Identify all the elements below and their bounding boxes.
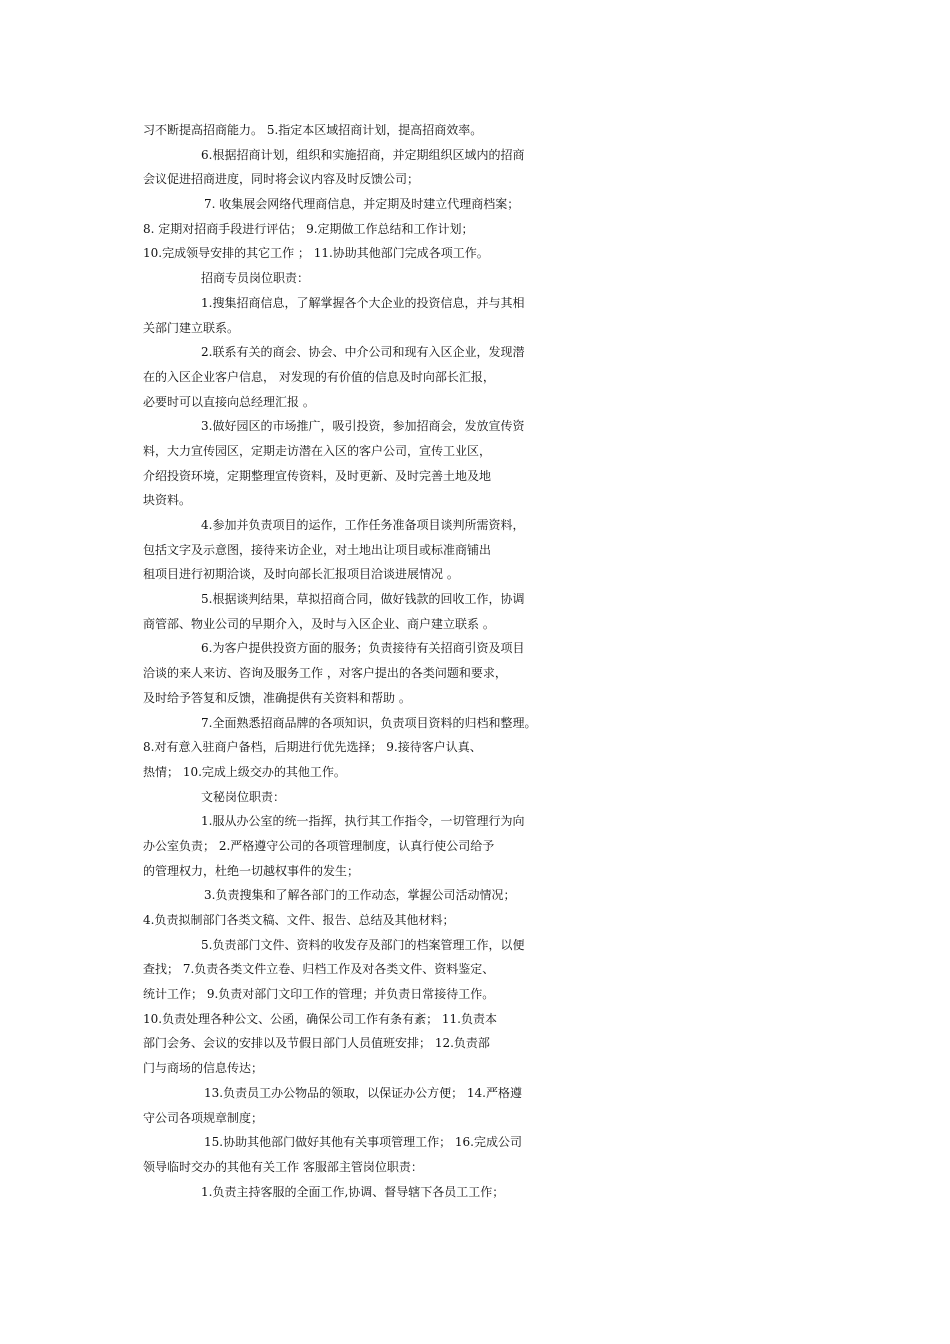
text-line: 8.对有意入驻商户备档，后期进行优先选择； 9.接待客户认真、 bbox=[143, 740, 482, 755]
text-line: 3.做好园区的市场推广，吸引投资，参加招商会，发放宣传资 bbox=[201, 419, 525, 434]
text-line: 守公司各项规章制度； bbox=[143, 1110, 264, 1125]
text-line: 会议促进招商进度，同时将会议内容及时反馈公司； bbox=[143, 172, 420, 187]
section-heading: 文秘岗位职责： bbox=[201, 789, 286, 804]
section-heading: 招商专员岗位职责： bbox=[201, 271, 310, 286]
text-line: 10.完成领导安排的其它工作 ； 11.协助其他部门完成各项工作。 bbox=[143, 246, 489, 261]
text-line: 1.负责主持客服的全面工作,协调、督导辖下各员工工作； bbox=[201, 1184, 505, 1199]
text-line: 门与商场的信息传达； bbox=[143, 1061, 264, 1076]
text-line: 15.协助其他部门做好其他有关事项管理工作； 16.完成公司 bbox=[204, 1135, 522, 1150]
text-line: 13.负责员工办公物品的领取，以保证办公方便； 14.严格遵 bbox=[204, 1085, 522, 1100]
text-line: 介绍投资环境，定期整理宣传资料，及时更新、及时完善土地及地 bbox=[143, 468, 492, 483]
text-line: 热情； 10.完成上级交办的其他工作。 bbox=[143, 764, 346, 779]
text-line: 10.负责处理各种公文、公函，确保公司工作有条有紊； 11.负责本 bbox=[143, 1011, 497, 1026]
text-line: 商管部、物业公司的早期介入，及时与入区企业、商户建立联系 。 bbox=[143, 616, 495, 631]
text-line: 4.参加并负责项目的运作，工作任务准备项目谈判所需资料， bbox=[201, 518, 525, 532]
text-line: 6.为客户提供投资方面的服务；负责接待有关招商引资及项目 bbox=[201, 641, 525, 656]
text-line: 领导临时交办的其他有关工作 客服部主管岗位职责： bbox=[143, 1159, 423, 1174]
text-line: 1.服从办公室的统一指挥，执行其工作指令，一切管理行为向 bbox=[201, 814, 525, 829]
text-line: 5.根据谈判结果，草拟招商合同，做好钱款的回收工作，协调 bbox=[201, 592, 525, 607]
text-line: 习不断提高招商能力。 5.指定本区域招商计划，提高招商效率。 bbox=[143, 123, 483, 137]
text-line: 查找； 7.负责各类文件立卷、归档工作及对各类文件、资料鉴定、 bbox=[143, 962, 495, 977]
text-line: 关部门建立联系。 bbox=[143, 320, 240, 335]
text-line: 必要时可以直接向总经理汇报 。 bbox=[143, 394, 315, 409]
text-line: 块资料。 bbox=[143, 493, 192, 508]
text-line: 包括文字及示意图，接待来访企业，对土地出让项目或标准商铺出 bbox=[143, 542, 492, 557]
text-line: 5.负责部门文件、资料的收发存及部门的档案管理工作，以便 bbox=[201, 937, 525, 952]
text-line: 租项目进行初期洽谈，及时向部长汇报项目洽谈进展情况 。 bbox=[143, 567, 459, 582]
text-line: 统计工作； 9.负责对部门文印工作的管理；并负责日常接待工作。 bbox=[143, 987, 495, 1002]
text-line: 2.联系有关的商会、协会、中介公司和现有入区企业，发现潜 bbox=[201, 345, 525, 360]
document-body bbox=[0, 118, 950, 1204]
text-line: 洽谈的来人来访、咨询及服务工作 ，对客户提出的各类问题和要求， bbox=[143, 666, 507, 681]
text-line: 的管理权力，杜绝一切越权事件的发生； bbox=[143, 863, 360, 878]
text-line: 在的入区企业客户信息， 对发现的有价值的信息及时向部长汇报， bbox=[143, 369, 495, 384]
text-line: 料，大力宣传园区，定期走访潜在入区的客户公司，宣传工业区， bbox=[143, 443, 492, 458]
text-line: 6.根据招商计划，组织和实施招商，并定期组织区域内的招商 bbox=[201, 147, 525, 162]
text-line: 3.负责搜集和了解各部门的工作动态，掌握公司活动情况； bbox=[204, 888, 516, 903]
text-line: 7.全面熟悉招商品牌的各项知识，负责项目资料的归档和整理。 bbox=[201, 715, 537, 730]
text-line: 办公室负责； 2.严格遵守公司的各项管理制度，认真行使公司给予 bbox=[143, 838, 495, 853]
text-line: 7. 收集展会网络代理商信息，并定期及时建立代理商档案； bbox=[204, 197, 520, 212]
text-line: 8. 定期对招商手段进行评估； 9.定期做工作总结和工作计划； bbox=[143, 221, 474, 236]
text-line: 1.搜集招商信息，了解掌握各个大企业的投资信息，并与其相 bbox=[201, 295, 525, 310]
text-line: 4.负责拟制部门各类文稿、文件、报告、总结及其他材料； bbox=[143, 913, 455, 927]
text-line: 及时给予答复和反馈，准确提供有关资料和帮助 。 bbox=[143, 690, 411, 705]
text-line: 部门会务、会议的安排以及节假日部门人员值班安排； 12.负责部 bbox=[143, 1036, 490, 1051]
